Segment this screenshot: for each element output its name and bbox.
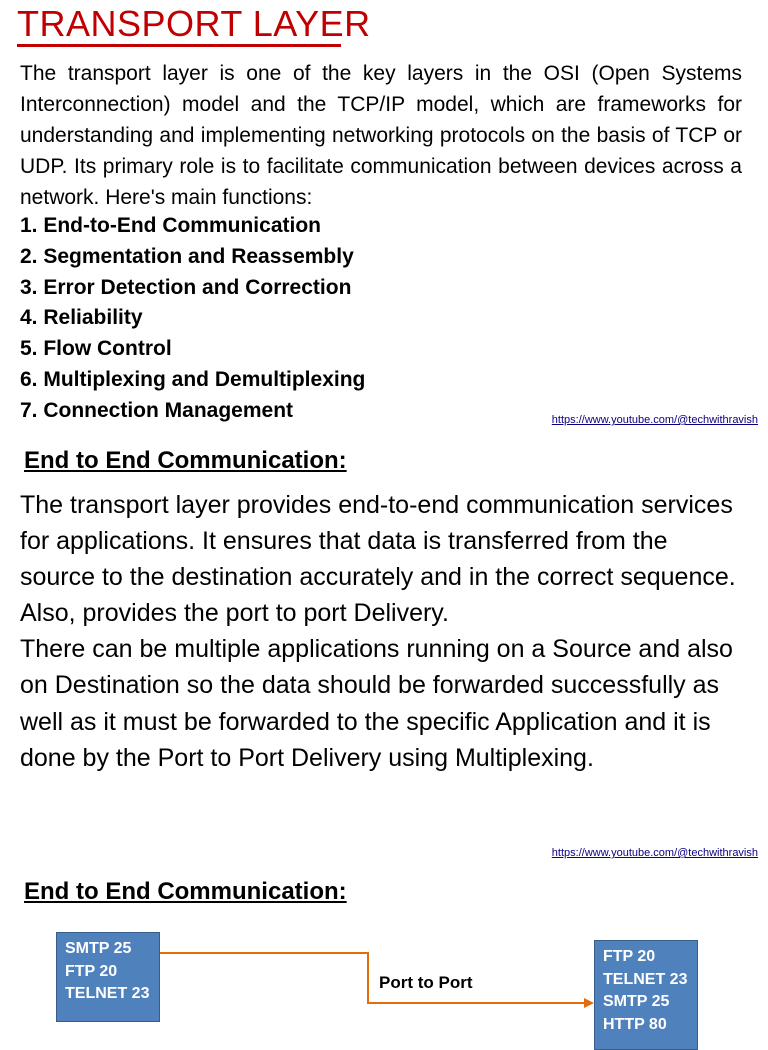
- section-heading: End to End Communication:: [24, 447, 347, 474]
- functions-list: [20, 211, 365, 427]
- destination-port: SMTP 25: [603, 993, 670, 1011]
- slide-port-diagram: [0, 868, 768, 1034]
- function-item: 7. Connection Management: [20, 398, 294, 422]
- source-port: FTP 20: [65, 962, 118, 980]
- section-heading: End to End Communication:: [24, 878, 347, 905]
- body-paragraph: There can be multiple applications running on a Source and also on Destination so the data should be forwarded successfully as well as it must be forwarded to the specific Application and it is done by the Port to Port Delivery using Multiplexing.: [20, 635, 733, 772]
- function-item: 5. Flow Control: [20, 337, 172, 361]
- slide-transport-layer: [0, 0, 768, 436]
- destination-port: FTP 20: [603, 948, 656, 965]
- function-item: 6. Multiplexing and Demultiplexing: [20, 367, 366, 391]
- slide-title: TRANSPORT LAYER: [17, 3, 371, 44]
- source-port-box: [56, 932, 160, 1022]
- source-port: SMTP 25: [65, 940, 132, 957]
- destination-port: HTTP 80: [603, 1016, 667, 1034]
- body-paragraph: The transport layer provides end-to-end communication services for applications. It ensures that data is transferred from the source to the destination accurately and in the correct sequence.: [20, 491, 736, 592]
- youtube-link[interactable]: https://www.youtube.com/@techwithravish: [551, 847, 758, 859]
- body-text: [20, 487, 748, 776]
- destination-port: TELNET 23: [603, 970, 688, 988]
- intro-paragraph: The transport layer is one of the key layers in the OSI (Open Systems Interconnection) model and the TCP/IP model, which are frameworks for understanding and implementing networking protocols on the basis of TCP or UDP. Its primary role is to facilitate communication between devices across a network. Here's main functions:: [20, 62, 742, 209]
- function-item: 3. Error Detection and Correction: [20, 275, 352, 299]
- slide-end-to-end: [0, 436, 768, 868]
- function-item: 1. End-to-End Communication: [20, 214, 321, 237]
- youtube-link[interactable]: https://www.youtube.com/@techwithravish: [551, 414, 758, 426]
- connector-label: Port to Port: [379, 973, 473, 992]
- function-item: 4. Reliability: [20, 306, 143, 330]
- source-port: TELNET 23: [65, 985, 150, 1003]
- destination-port-box: [594, 940, 698, 1050]
- body-paragraph: Also, provides the port to port Delivery.: [20, 599, 449, 628]
- title-underline: [17, 44, 341, 47]
- function-item: 2. Segmentation and Reassembly: [20, 244, 354, 268]
